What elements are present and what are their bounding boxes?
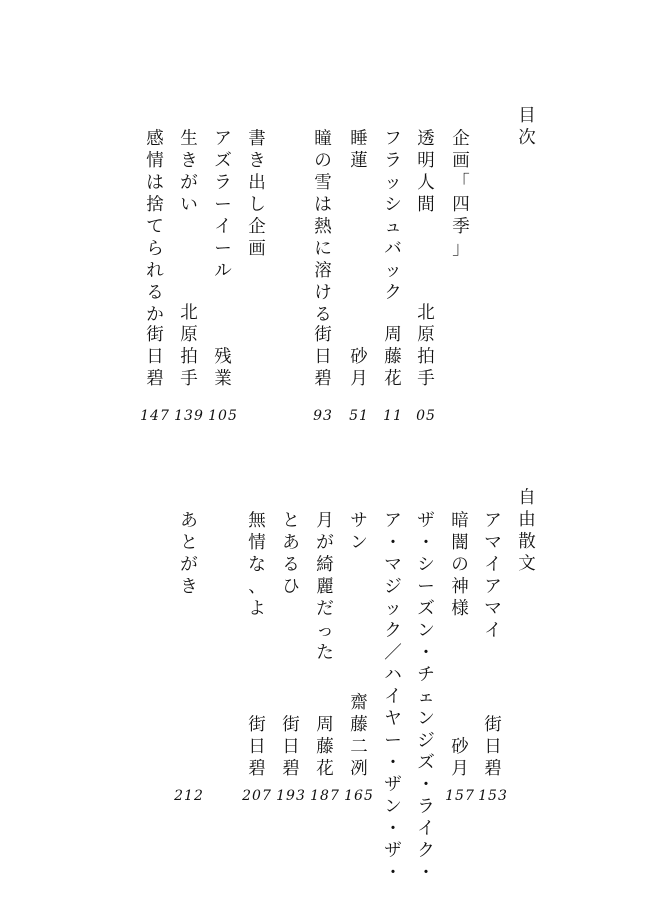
toc-entry-page: 11 bbox=[383, 408, 403, 424]
toc-heading: 目 次 bbox=[518, 106, 536, 148]
toc-entry-author: 周 藤 花 bbox=[316, 715, 334, 779]
toc-entry-page: 105 bbox=[208, 408, 238, 424]
toc-entry-title: 感 情 は 捨 て ら れ る か bbox=[146, 129, 164, 325]
toc-entry-author: 北 原 拍 手 bbox=[417, 303, 435, 389]
toc-entry-title: あ と が き bbox=[180, 511, 198, 597]
toc-entry-page: 165 bbox=[344, 788, 374, 804]
toc-entry-author: 街 日 碧 bbox=[248, 715, 266, 779]
toc-entry-page: 51 bbox=[349, 408, 369, 424]
toc-entry-title: 瞳 の 雪 は 熱 に 溶 け る bbox=[314, 129, 332, 325]
toc-entry-title: ザ ・ シ ー ズ ン ・ チ ェ ン ジ ズ ・ ラ イ ク ・ bbox=[417, 511, 435, 883]
toc-entry-title: 生 き が い bbox=[180, 129, 198, 215]
toc-entry-title: サ ン bbox=[350, 511, 368, 553]
toc-entry-page: 207 bbox=[242, 788, 272, 804]
toc-entry-page: 212 bbox=[174, 788, 204, 804]
toc-entry-title: と あ る ひ bbox=[282, 511, 300, 597]
toc-entry-page: 05 bbox=[416, 408, 436, 424]
toc-entry-title: フ ラ ッ シ ュ バ ッ ク bbox=[384, 129, 402, 303]
toc-entry-title: 月 が 綺 麗 だ っ た bbox=[316, 511, 334, 663]
toc-entry-title: 暗 闇 の 神 様 bbox=[451, 511, 469, 619]
toc-entry-title: 無 情 な 、 よ bbox=[248, 511, 266, 619]
toc-entry-page: 93 bbox=[313, 408, 333, 424]
toc-entry-author: 街 日 碧 bbox=[282, 715, 300, 779]
toc-entry-page: 139 bbox=[174, 408, 204, 424]
toc-entry-author: 街 日 碧 bbox=[146, 325, 164, 389]
toc-entry-page: 157 bbox=[445, 788, 475, 804]
toc-entry-author: 北 原 拍 手 bbox=[180, 303, 198, 389]
toc-entry-title: ア ・ マ ジ ッ ク ／ ハ イ ヤ ー ・ ザ ン ・ ザ ・ bbox=[384, 511, 402, 883]
toc-entry-author: 街 日 碧 bbox=[314, 325, 332, 389]
toc-entry-title: 睡 蓮 bbox=[350, 129, 368, 171]
section-heading-free-prose: 自 由 散 文 bbox=[518, 488, 536, 574]
toc-entry-page: 153 bbox=[478, 788, 508, 804]
toc-entry-author: 砂 月 bbox=[350, 347, 368, 389]
toc-entry-title: ア マ イ ア マ イ bbox=[484, 511, 502, 641]
toc-entry-page: 147 bbox=[140, 408, 170, 424]
toc-entry-title: 企 画 「 四 季 」 bbox=[452, 129, 470, 259]
toc-entry-author: 周 藤 花 bbox=[384, 325, 402, 389]
toc-entry-author: 残 業 bbox=[214, 347, 232, 389]
toc-entry-title: 書 き 出 し 企 画 bbox=[248, 129, 266, 259]
toc-entry-page: 187 bbox=[310, 788, 340, 804]
toc-entry-author: 街 日 碧 bbox=[484, 715, 502, 779]
toc-entry-title: 透 明 人 間 bbox=[417, 129, 435, 215]
toc-entry-author: 齋 藤 二 冽 bbox=[350, 693, 368, 779]
toc-entry-author: 砂 月 bbox=[451, 737, 469, 779]
toc-entry-page: 193 bbox=[276, 788, 306, 804]
toc-entry-title: ア ズ ラ ー イ ー ル bbox=[214, 129, 232, 281]
